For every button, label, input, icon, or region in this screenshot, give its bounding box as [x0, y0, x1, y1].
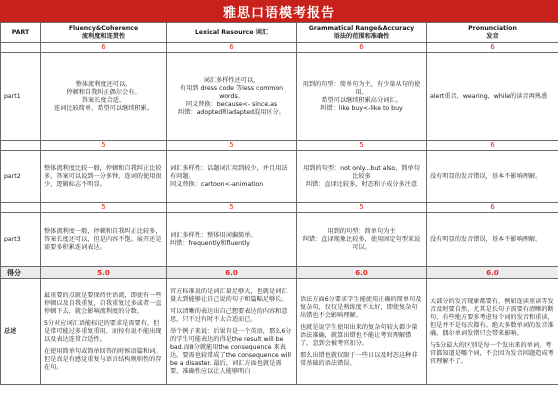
header-grammar-en: Grammatical Range&Accuracy	[308, 24, 415, 32]
part-label: part3	[1, 213, 41, 267]
score-cell: 5	[297, 141, 427, 151]
header-lexical: Lexical Resource 词汇	[167, 23, 297, 43]
lexical-comment: 词汇多样性还可以， 有用到 dress code 等less common words。 同义替换：because<- since,as 纠错：adopted和adapted混用区分。	[167, 53, 297, 141]
score-row-part2	[1, 141, 558, 151]
summary-row	[1, 279, 558, 385]
comment-row-part1	[1, 53, 558, 141]
pronunciation-comment: alert重音，wearing，while的读音再熟悉	[427, 53, 558, 141]
fluency-comment: 整体流利度比较一般，停顿和自我纠正比较多，答案可以说到一分多钟，连词的使用很少，逻辑标志不明显。	[41, 151, 167, 203]
score-cell: 5	[297, 203, 427, 213]
header-pronunciation-en: Pronunciation	[468, 24, 517, 32]
score-cell: 6	[427, 141, 558, 151]
pronunciation-comment: 没有明显的发音错误，基本不影响理解。	[427, 213, 558, 267]
header-fluency-en: Fluency&Coherence	[68, 24, 139, 32]
header-fluency	[41, 23, 167, 43]
lexical-comment: 词汇多样性：整体用词偏简单。 纠错：frequently和fluently	[167, 213, 297, 267]
score-cell: 6	[427, 43, 558, 53]
pronunciation-comment: 没有明显的发音错误，基本不影响理解。	[427, 151, 558, 203]
grammar-comment: 用到的句型：not only...but also，简单句比较多 纠错：直译比较多，时态和子成分多注意	[297, 151, 427, 203]
header-fluency-cn: 流利度和连贯性	[81, 32, 126, 40]
grammar-comment: 用到的句型：简单句为主，有少量从句的使用。 希望可以继续积累高分词汇。 纠错：like buy<-like to buy	[297, 53, 427, 141]
score-cell: 6	[167, 43, 297, 53]
fluency-comment: 整体流利度还可以。 停顿和自我纠正偶尔会有。 答案长度合适， 连词比较简单，希望可以继续积累。	[41, 53, 167, 141]
total-score-row	[1, 267, 558, 279]
score-row-part1	[1, 43, 558, 53]
header-pronunciation	[427, 23, 558, 43]
score-cell: 5	[41, 203, 167, 213]
score-cell: 5	[167, 203, 297, 213]
lexical-summary: 官方标准说的是词汇量足够大，也就是词汇量大到能够让自己说的句子和篇幅足够长。 可以清晰的表达出自己想要表达的内容和意思，只不过有时不太合适而已。 举个例子来说：后果肯是一个英语，那么6分的学生可能表达的得是the result will be bad.而8分就能用the consequence 来表达。要需也较常成了the consequence will be a disaster. 最后，词汇方面也就是需要，准确性应以让人能够明白	[167, 279, 297, 385]
total-score-label: 得分	[1, 267, 41, 279]
grammar-comment: 用到的句型：简单句为主 纠错：直译现象比较多，使用固定句型来说可以。	[297, 213, 427, 267]
total-score-cell: 6.0	[427, 267, 558, 279]
report-table	[0, 22, 558, 385]
header-pronunciation-cn: 发音	[486, 32, 499, 40]
total-score-cell: 6.0	[297, 267, 427, 279]
header-grammar-cn: 语法的范围和准确性	[333, 32, 390, 40]
score-cell: 6	[427, 203, 558, 213]
fluency-comment: 整体流利度一般，停顿和自我纠正比较多，答案长度还可以，但是内容不饱。展开还是需要多积累连词表达。	[41, 213, 167, 267]
total-score-cell: 6.0	[167, 267, 297, 279]
lexical-comment: 词汇多样性：话题词汇用到较少，并且用法有问题。 同义替换：cartoon<-animation	[167, 151, 297, 203]
score-cell: 6	[41, 43, 167, 53]
grammar-summary: 语法方面6分要求学生能使用正确的简单句及复杂句，仅仅是熟练度不太好，即使复杂句出错也不会影响理解。 也就是说学生使用出来的复杂句较大都少量语法准确，就算出错也不能让考官理解错了，忽到会被考官扣分。 那么出错也就仅限于一些日以及时态这种非常基础的语法错误。	[297, 279, 427, 385]
fluency-summary: 最重要的点就是要保持住语流，即使有一些停顿以及自我重复，自我重复过多或者一直停顿下去，就会影响流利度的分数。 5分对应词汇语能标记的要求是需要有，但是常可能过多重复重用，而按有说不能出现以及表达连贯合适性。 在使用简单句或简单回答的时候语篇和词。但是真是有感觉重复与语言结构规则性的存在句。	[41, 279, 167, 385]
total-score-cell: 5.0	[41, 267, 167, 279]
report-title: 雅思口语模考报告	[0, 0, 558, 22]
score-cell: 5	[167, 141, 297, 151]
part-label: part2	[1, 151, 41, 203]
pronunciation-summary: 大部分的发音现象都要有，例如连读重读等发音及时要自然，尤其是长句子需要有清晰的断句，有些地方要多考虑每个词的发音和重读，但是并不是每次都有。绝大多数单词的发音准确，偶尔单词发错只会带来影响。 与5分最大的区别是每一个发出来的单词，考官都知道是哪个词，不会因为发音问题造成考官理解不了。	[427, 279, 558, 385]
header-grammar	[297, 23, 427, 43]
comment-row-part3	[1, 213, 558, 267]
summary-label: 总述	[1, 279, 41, 385]
part-label: part1	[1, 53, 41, 141]
comment-row-part2	[1, 151, 558, 203]
header-part: PART	[1, 23, 41, 43]
score-row-part3	[1, 203, 558, 213]
score-cell: 6	[297, 43, 427, 53]
score-cell: 5	[41, 141, 167, 151]
